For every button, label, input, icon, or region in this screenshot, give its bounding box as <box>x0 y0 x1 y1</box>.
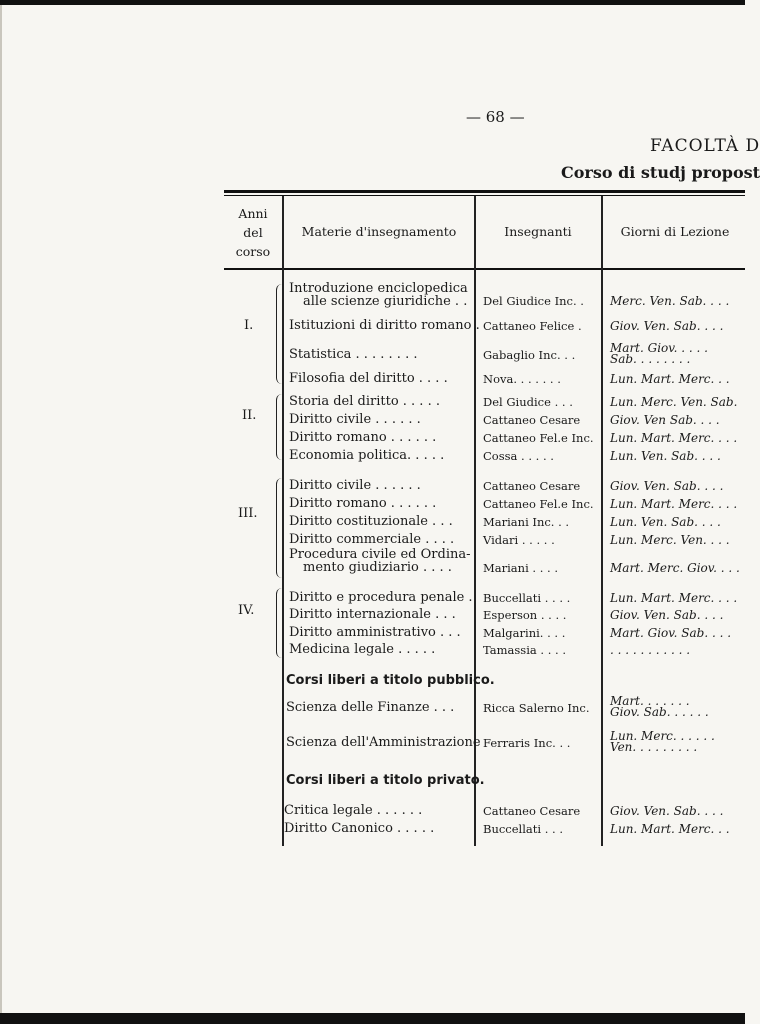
year-brace-1 <box>276 284 282 384</box>
days-cell <box>610 343 708 365</box>
days-cell: Lun. Ven. Sab. . . . <box>610 449 721 463</box>
teacher-cell: Cattaneo Cesare <box>483 804 581 818</box>
days-cell: Mart. Merc. Giov. . . . <box>610 561 740 575</box>
subject-cell: Diritto civile . . . . . . <box>289 412 421 427</box>
page-number: — 68 — <box>466 108 525 126</box>
subject-cell <box>289 548 471 574</box>
days-cell <box>610 696 709 718</box>
years-header-line: del <box>243 225 263 240</box>
column-header-subjects: Materie d'insegnamento <box>301 224 457 239</box>
header-bottom-rule <box>224 268 745 270</box>
days-cell: Merc. Ven. Sab. . . . <box>610 294 730 308</box>
days-cell: Lun. Merc. Ven. Sab. <box>610 395 738 409</box>
teacher-cell: Tamassia . . . . <box>483 643 566 657</box>
days-cell: Lun. Mart. Merc. . . . <box>610 497 738 511</box>
teacher-cell: Cossa . . . . . <box>483 449 554 463</box>
teacher-cell: Buccellati . . . <box>483 822 563 836</box>
bottom-edge <box>0 1013 745 1024</box>
page-left-edge <box>0 5 2 1013</box>
column-divider-3 <box>601 196 603 846</box>
subject-cell: Diritto amministrativo . . . <box>289 625 461 640</box>
subject-cell: Diritto civile . . . . . . <box>289 478 421 493</box>
subject-cell <box>289 282 468 308</box>
teacher-cell: Buccellati . . . . <box>483 591 571 605</box>
year-label-1: I. <box>244 318 254 333</box>
days-line: Giov. Sab. . . . . . <box>610 705 709 719</box>
year-brace-2 <box>276 394 282 460</box>
years-header-line: corso <box>235 244 271 259</box>
year-label-4: IV. <box>238 603 255 618</box>
days-line: Ven. . . . . . . . . <box>610 740 698 754</box>
column-header-years <box>228 204 278 261</box>
subject-cell: Diritto commerciale . . . . <box>289 532 455 547</box>
days-cell: Lun. Mart. Merc. . . <box>610 822 730 836</box>
subject-cell: Diritto romano . . . . . . <box>289 430 437 445</box>
days-cell: Lun. Ven. Sab. . . . <box>610 515 721 529</box>
days-cell: . . . . . . . . . . . <box>610 643 691 657</box>
teacher-cell: Cattaneo Cesare <box>483 413 581 427</box>
faculty-header: FACOLTÀ D <box>650 136 760 156</box>
subject-cell: Filosofia del diritto . . . . <box>289 371 448 386</box>
subject-cell: Diritto romano . . . . . . <box>289 496 437 511</box>
subject-cell: Storia del diritto . . . . . <box>289 394 440 409</box>
teacher-cell: Malgarini. . . . <box>483 626 566 640</box>
days-cell: Mart. Giov. Sab. . . . <box>610 626 732 640</box>
teacher-cell: Del Giudice Inc. . <box>483 294 584 308</box>
teacher-cell: Cattaneo Fel.e Inc. <box>483 431 594 445</box>
subject-line: Procedura civile ed Ordina- <box>289 547 471 562</box>
teacher-cell: Mariani Inc. . . <box>483 515 570 529</box>
days-cell: Lun. Merc. Ven. . . . <box>610 533 730 547</box>
private-courses-title: Corsi liberi a titolo privato. <box>286 773 485 788</box>
teacher-cell: Vidari . . . . . <box>483 533 555 547</box>
year-brace-4 <box>276 588 282 658</box>
teacher-cell: Cattaneo Felice . <box>483 319 582 333</box>
years-header-line: Anni <box>238 206 268 221</box>
teacher-cell: Del Giudice . . . <box>483 395 573 409</box>
year-brace-3 <box>276 478 282 578</box>
year-label-2: II. <box>242 408 257 423</box>
subject-cell: Diritto e procedura penale . <box>289 590 473 605</box>
days-line: Mart. Giov. . . . . <box>610 341 708 355</box>
days-cell: Giov. Ven. Sab. . . . <box>610 608 724 622</box>
teacher-cell: Cattaneo Cesare <box>483 479 581 493</box>
teacher-cell: Gabaglio Inc. . . <box>483 348 576 362</box>
subject-cell: Economia politica. . . . . <box>289 448 445 463</box>
year-label-3: III. <box>238 506 258 521</box>
days-cell <box>610 731 715 753</box>
subject-cell: Critica legale . . . . . . <box>284 803 423 818</box>
subject-line: mento giudiziario . . . . <box>303 560 452 575</box>
days-cell: Giov. Ven. Sab. . . . <box>610 804 724 818</box>
teacher-cell: Mariani . . . . <box>483 561 558 575</box>
teacher-cell: Nova. . . . . . . <box>483 372 561 386</box>
subject-cell: Diritto Canonico . . . . . <box>284 821 435 836</box>
subject-cell: Medicina legale . . . . . <box>289 642 436 657</box>
public-courses-title: Corsi liberi a titolo pubblico. <box>286 673 495 688</box>
days-cell: Giov. Ven. Sab. . . . <box>610 319 724 333</box>
days-cell: Giov. Ven Sab. . . . <box>610 413 720 427</box>
table-top-rule <box>224 190 745 193</box>
subject-line: Introduzione enciclopedica <box>289 281 468 296</box>
column-divider-1 <box>282 196 284 846</box>
subject-cell: Statistica . . . . . . . . <box>289 347 418 362</box>
days-line: Sab. . . . . . . . <box>610 352 691 366</box>
teacher-cell: Ferraris Inc. . . <box>483 736 571 750</box>
subject-line: alle scienze giuridiche . . <box>303 294 468 309</box>
subject-cell: Diritto internazionale . . . <box>289 607 456 622</box>
days-cell: Giov. Ven. Sab. . . . <box>610 479 724 493</box>
teacher-cell: Esperson . . . . <box>483 608 567 622</box>
top-edge <box>0 0 745 5</box>
column-header-days: Giorni di Lezione <box>620 224 730 239</box>
teacher-cell: Ricca Salerno Inc. <box>483 701 590 715</box>
subject-cell: Istituzioni di diritto romano . <box>289 318 480 333</box>
column-header-teachers: Insegnanti <box>504 224 572 239</box>
subject-cell: Scienza dell'Amministrazione <box>286 735 481 750</box>
subject-cell: Scienza delle Finanze . . . <box>286 700 455 715</box>
days-cell: Lun. Mart. Merc. . . . <box>610 431 738 445</box>
days-cell: Lun. Mart. Merc. . . <box>610 372 730 386</box>
days-line: Lun. Merc. . . . . . <box>610 729 715 743</box>
days-cell: Lun. Mart. Merc. . . . <box>610 591 738 605</box>
course-header: Corso di studj propost <box>561 163 760 182</box>
days-line: Mart. . . . . . . <box>610 694 690 708</box>
teacher-cell: Cattaneo Fel.e Inc. <box>483 497 594 511</box>
subject-cell: Diritto costituzionale . . . <box>289 514 453 529</box>
table-top-rule-thin <box>224 195 745 196</box>
